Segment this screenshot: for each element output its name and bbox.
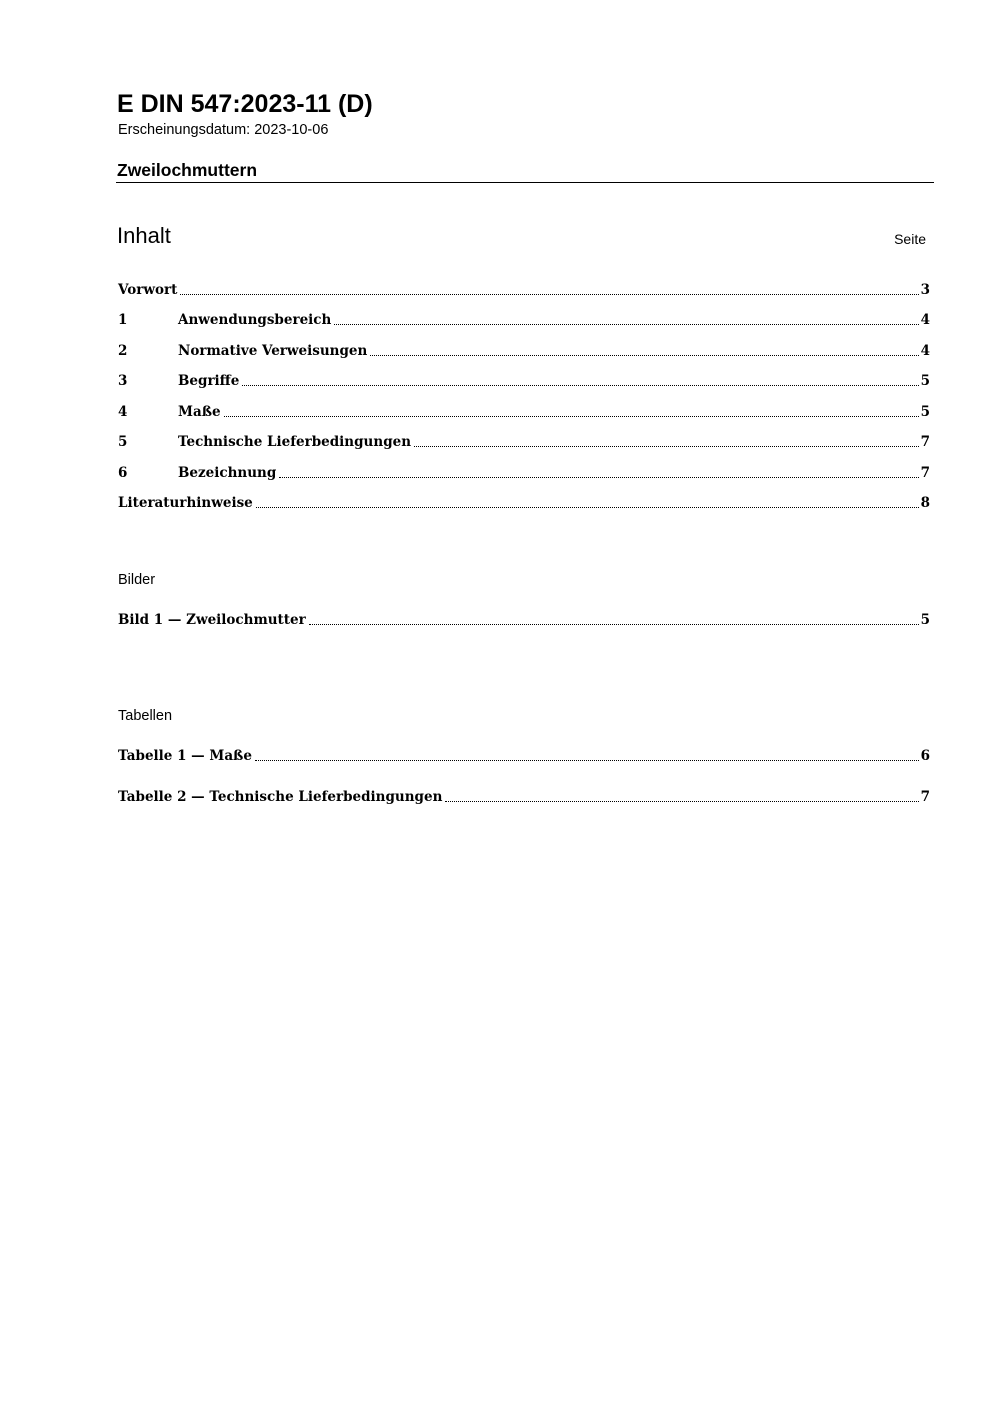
dot-leader (445, 801, 918, 802)
toc-entry-number: 1 (118, 312, 128, 328)
table-entry-tabelle-1[interactable] (118, 747, 930, 765)
toc-entry-number: 4 (118, 404, 128, 420)
toc-entry-page: 8 (920, 495, 930, 511)
toc-entry-page: 7 (920, 434, 930, 450)
toc-entry-label: Vorwort (118, 282, 178, 298)
document-id: E DIN 547:2023-11 (D) (117, 90, 373, 118)
dot-leader (279, 477, 918, 478)
toc-entry-page: 5 (920, 404, 930, 420)
toc-entry-masse[interactable] (118, 403, 930, 421)
toc-entry-label: Literaturhinweise (118, 495, 253, 511)
publication-date: Erscheinungsdatum: 2023-10-06 (118, 122, 329, 138)
table-entry-label: Tabelle 2 — Technische Lieferbedingungen (118, 789, 443, 805)
toc-entry-number: 3 (118, 373, 128, 389)
figure-entry-bild-1[interactable] (118, 611, 930, 629)
tables-heading: Tabellen (118, 708, 173, 724)
table-entry-page: 7 (920, 789, 930, 805)
toc-entry-label: Bezeichnung (178, 465, 277, 481)
dot-leader (255, 760, 919, 761)
toc-entry-number: 5 (118, 434, 128, 450)
dot-leader (309, 624, 919, 625)
toc-entry-number: 6 (118, 465, 128, 481)
toc-entry-literaturhinweise[interactable] (118, 494, 930, 512)
dot-leader (242, 385, 918, 386)
toc-entry-page: 4 (920, 343, 930, 359)
toc-entry-label: Technische Lieferbedingungen (178, 434, 412, 450)
table-entry-tabelle-2[interactable] (118, 788, 930, 806)
document-title: Zweilochmuttern (117, 160, 258, 180)
table-entry-label: Tabelle 1 — Maße (118, 748, 252, 764)
toc-entry-label: Begriffe (178, 373, 240, 389)
dot-leader (256, 507, 919, 508)
dot-leader (224, 416, 919, 417)
toc-entry-begriffe[interactable] (118, 372, 930, 390)
toc-entry-vorwort[interactable] (118, 281, 930, 299)
toc-entry-label: Maße (178, 404, 221, 420)
dot-leader (180, 294, 918, 295)
figure-entry-page: 5 (920, 612, 930, 628)
toc-entry-page: 3 (920, 282, 930, 298)
figure-entry-label: Bild 1 — Zweilochmutter (118, 612, 306, 628)
toc-entry-technische-lieferbedingungen[interactable] (118, 433, 930, 451)
toc-entry-number: 2 (118, 343, 128, 359)
toc-entry-anwendungsbereich[interactable] (118, 311, 930, 329)
dot-leader (334, 324, 918, 325)
toc-entry-bezeichnung[interactable] (118, 464, 930, 482)
toc-entry-label: Anwendungsbereich (178, 312, 332, 328)
title-divider (116, 182, 934, 183)
toc-entry-page: 7 (920, 465, 930, 481)
toc-entry-page: 4 (920, 312, 930, 328)
toc-heading: Inhalt (117, 223, 171, 248)
dot-leader (414, 446, 919, 447)
toc-entry-normative-verweisungen[interactable] (118, 342, 930, 360)
toc-entry-label: Normative Verweisungen (178, 343, 368, 359)
dot-leader (370, 355, 918, 356)
table-entry-page: 6 (920, 748, 930, 764)
page-column-label: Seite (894, 231, 926, 247)
figures-heading: Bilder (118, 572, 156, 588)
toc-entry-page: 5 (920, 373, 930, 389)
